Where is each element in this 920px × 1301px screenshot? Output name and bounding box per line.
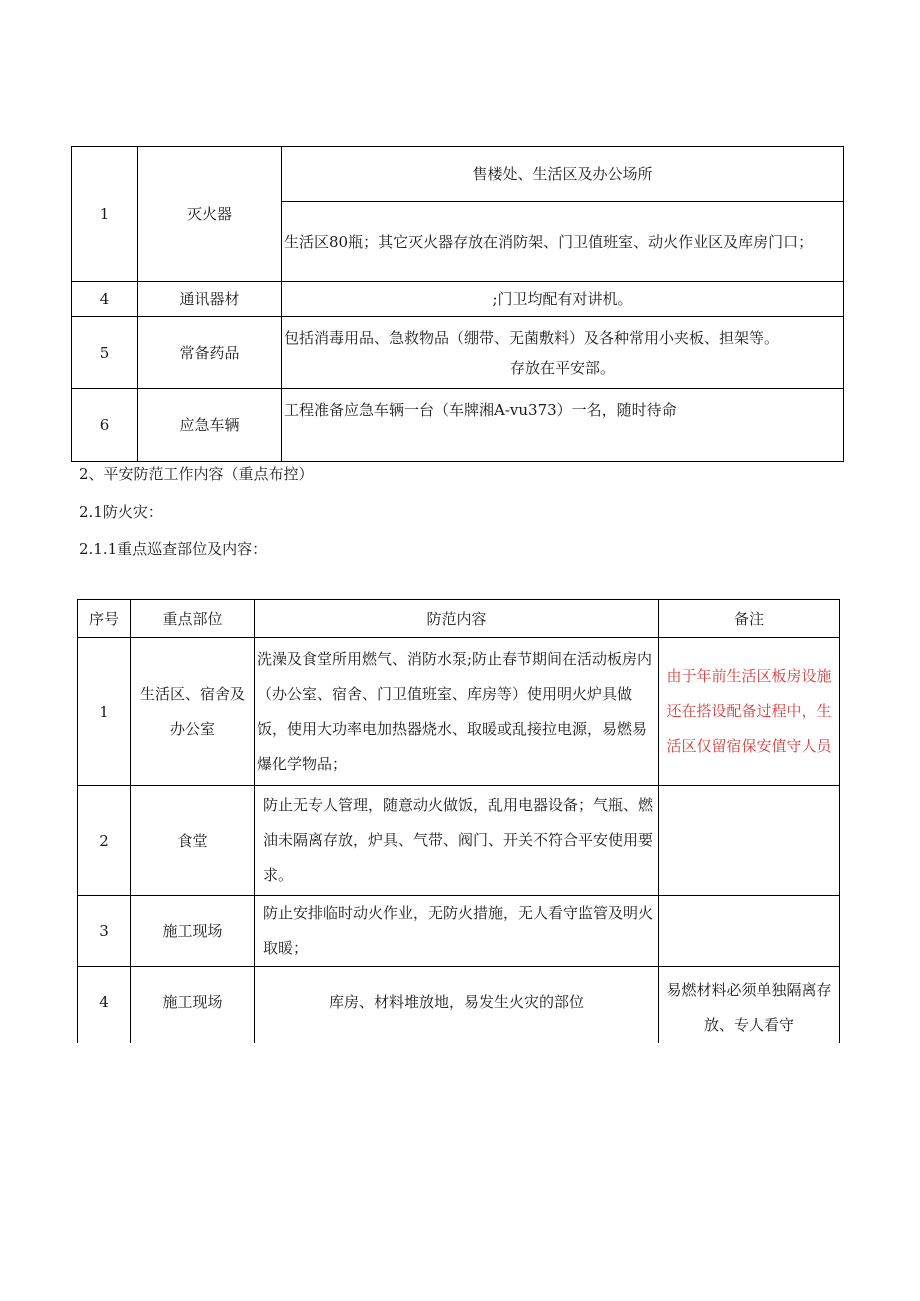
item-content-line: 存放在平安部。 [509, 358, 615, 377]
item-name: 通讯器材 [138, 282, 282, 317]
item-name: 灭火器 [138, 147, 282, 282]
item-content-line: 包括消毒用品、急救物品（绷带、无菌敷料）及各种常用小夹板、担架等。 [284, 328, 780, 347]
location-cell: 施工现场 [131, 967, 255, 1044]
item-content: ;门卫均配有对讲机。 [282, 282, 844, 317]
item-content: 生活区80瓶；其它灭火器存放在消防架、门卫值班室、动火作业区及库房门口； [282, 202, 844, 282]
note-cell: 由于年前生活区板房设施还在搭设配备过程中，生活区仅留宿保安值守人员 [659, 638, 840, 786]
header-cell: 序号 [78, 600, 131, 638]
item-content [282, 317, 844, 389]
row-number: 3 [78, 896, 131, 967]
note-cell: 易燃材料必须单独隔离存放、专人看守 [659, 967, 840, 1044]
item-name: 常备药品 [138, 317, 282, 389]
section-title: 2、平安防范工作内容（重点布控） [79, 465, 314, 483]
content-cell: 库房、材料堆放地，易发生火灾的部位 [255, 967, 659, 1044]
location-cell: 生活区、宿舍及办公室 [131, 638, 255, 786]
header-cell: 备注 [659, 600, 840, 638]
content-cell: 防止无专人管理，随意动火做饭，乱用电器设备；气瓶、燃油未隔离存放，炉具、气带、阀门、开关不符合平安使用要求。 [255, 786, 659, 896]
inspection-table [77, 599, 840, 1043]
row-number: 1 [72, 147, 138, 282]
note-cell [659, 896, 840, 967]
row-number: 4 [78, 967, 131, 1044]
subsection-title: 2.1防火灾： [79, 503, 163, 521]
item-content: 售楼处、生活区及办公场所 [282, 147, 844, 202]
row-number: 2 [78, 786, 131, 896]
row-number: 4 [72, 282, 138, 317]
content-cell: 洗澡及食堂所用燃气、消防水泵;防止春节期间在活动板房内（办公室、宿舍、门卫值班室、库房等）使用明火炉具做饭，使用大功率电加热器烧水、取暖或乱接拉电源，易燃易爆化学物品； [255, 638, 659, 786]
content-cell: 防止安排临时动火作业，无防火措施，无人看守监管及明火取暖； [255, 896, 659, 967]
row-number: 1 [78, 638, 131, 786]
row-number: 6 [72, 389, 138, 462]
item-name: 应急车辆 [138, 389, 282, 462]
location-cell: 食堂 [131, 786, 255, 896]
note-cell [659, 786, 840, 896]
resource-table [71, 146, 844, 462]
row-number: 5 [72, 317, 138, 389]
header-cell: 重点部位 [131, 600, 255, 638]
subsubsection-title: 2.1.1重点巡查部位及内容： [79, 540, 268, 558]
item-content: 工程准备应急车辆一台（车牌湘A-vu373）一名，随时待命 [282, 389, 844, 462]
header-cell: 防范内容 [255, 600, 659, 638]
location-cell: 施工现场 [131, 896, 255, 967]
